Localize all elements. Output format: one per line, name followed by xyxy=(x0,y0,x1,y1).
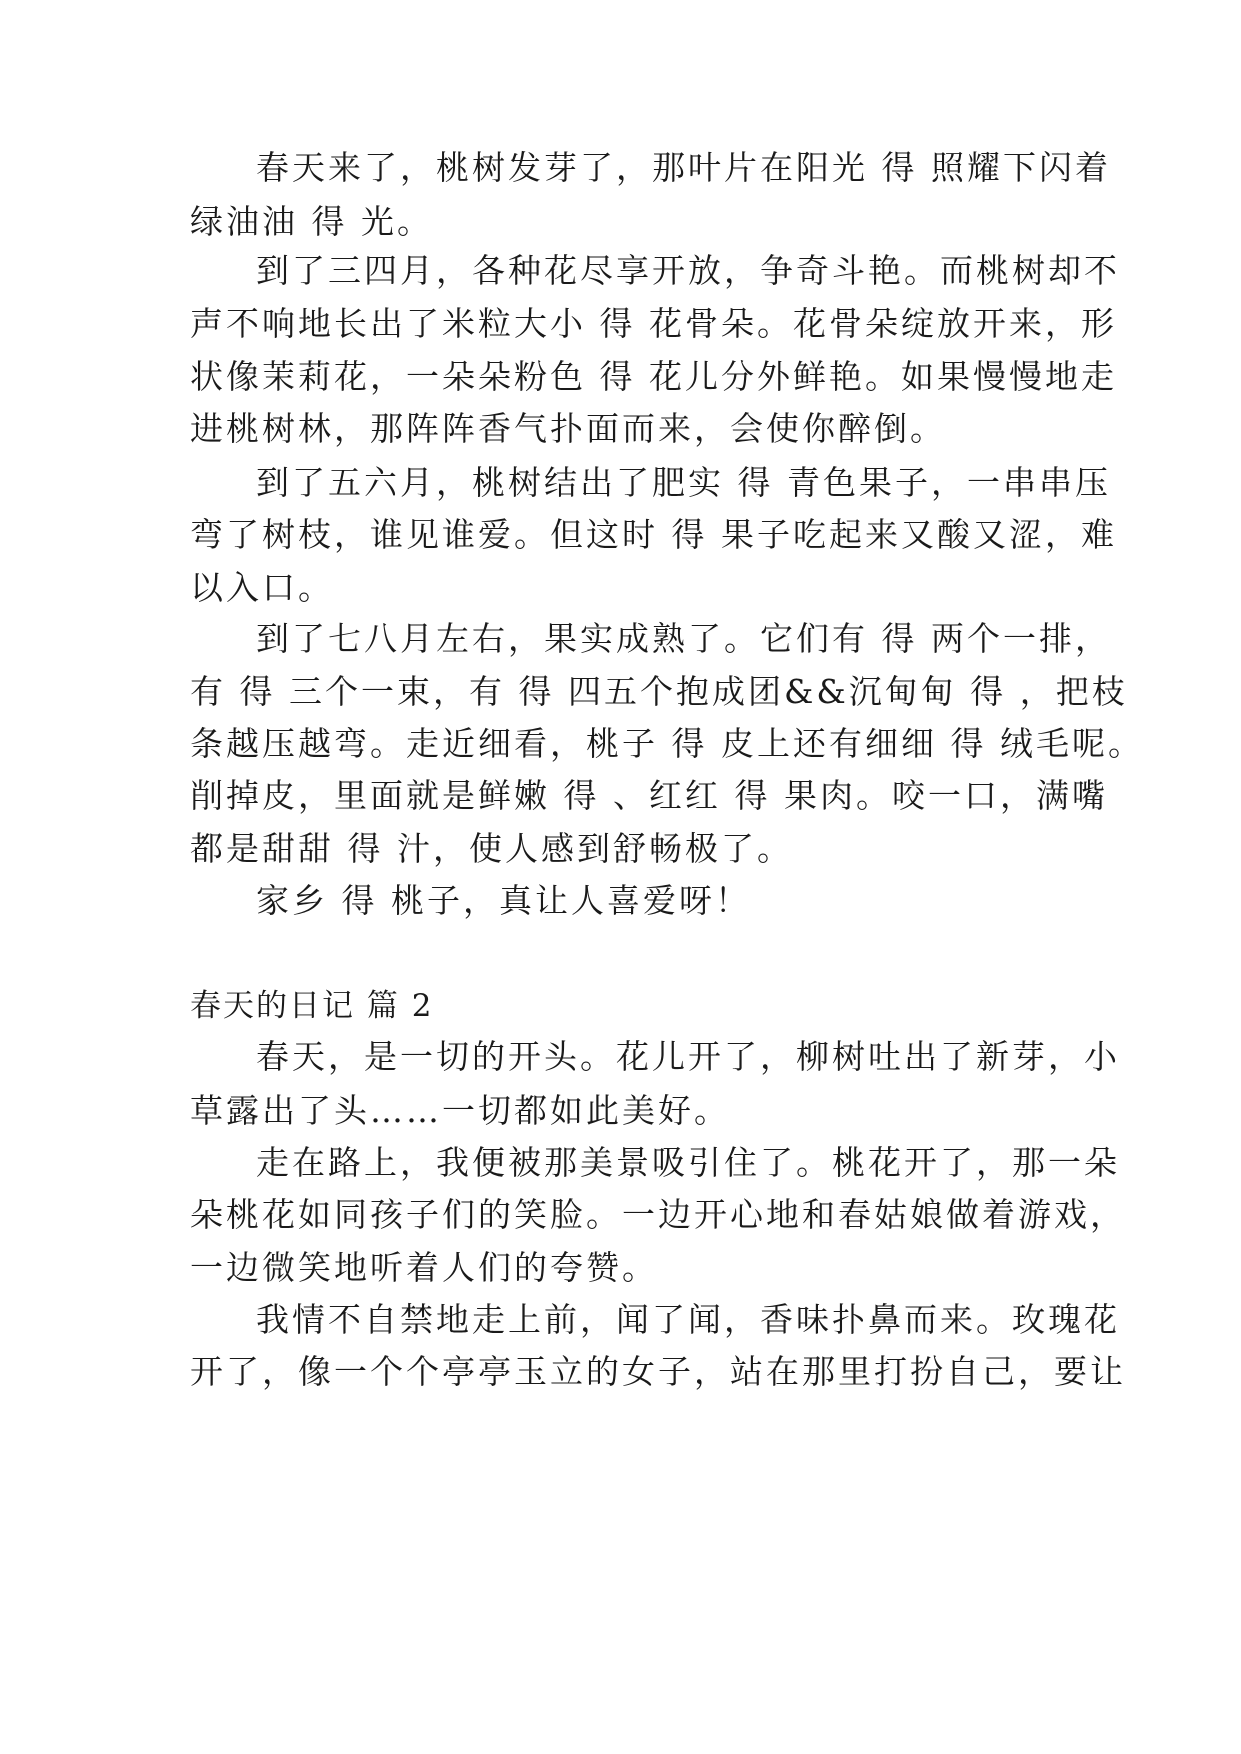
text-line: 到了七八月左右，果实成熟了。它们有 得 两个一排， xyxy=(256,619,1111,658)
text-line: 走在路上，我便被那美景吸引住了。桃花开了，那一朵 xyxy=(256,1143,1120,1182)
text-line: 进桃树林，那阵阵香气扑面而来，会使你醉倒。 xyxy=(190,409,946,448)
text-line: 弯了树枝，谁见谁爱。但这时 得 果子吃起来又酸又涩，难 xyxy=(190,515,1117,554)
text-line: 条越压越弯。走近细看，桃子 得 皮上还有细细 得 绒毛呢。 xyxy=(190,724,1144,763)
text-line: 以入口。 xyxy=(190,568,334,607)
text-line: 开了，像一个个亭亭玉立的女子，站在那里打扮自己，要让 xyxy=(190,1352,1126,1391)
text-line: 削掉皮，里面就是鲜嫩 得 、红红 得 果肉。咬一口，满嘴 xyxy=(190,776,1108,815)
text-line: 春天，是一切的开头。花儿开了，柳树吐出了新芽，小 xyxy=(256,1037,1120,1076)
text-line: 家乡 得 桃子，真让人喜爱呀！ xyxy=(256,881,751,920)
text-line: 朵桃花如同孩子们的笑脸。一边开心地和春姑娘做着游戏， xyxy=(190,1195,1126,1234)
section-title: 春天的日记 篇 2 xyxy=(190,988,434,1024)
text-line: 我情不自禁地走上前，闻了闻，香味扑鼻而来。玫瑰花 xyxy=(256,1300,1120,1339)
text-line: 有 得 三个一束，有 得 四五个抱成团&&沉甸甸 得 ，把枝 xyxy=(190,672,1128,711)
text-line: 绿油油 得 光。 xyxy=(190,202,433,241)
text-line: 春天来了，桃树发芽了，那叶片在阳光 得 照耀下闪着 xyxy=(256,148,1111,187)
text-line: 到了五六月，桃树结出了肥实 得 青色果子，一串串压 xyxy=(256,463,1111,502)
text-line: 一边微笑地听着人们的夸赞。 xyxy=(190,1248,658,1287)
text-line: 声不响地长出了米粒大小 得 花骨朵。花骨朵绽放开来，形 xyxy=(190,304,1117,343)
text-line: 都是甜甜 得 汁，使人感到舒畅极了。 xyxy=(190,829,793,868)
text-line: 草露出了头……一切都如此美好。 xyxy=(190,1091,730,1130)
text-line: 状像茉莉花，一朵朵粉色 得 花儿分外鲜艳。如果慢慢地走 xyxy=(190,357,1117,396)
text-line: 到了三四月，各种花尽享开放，争奇斗艳。而桃树却不 xyxy=(256,251,1120,290)
